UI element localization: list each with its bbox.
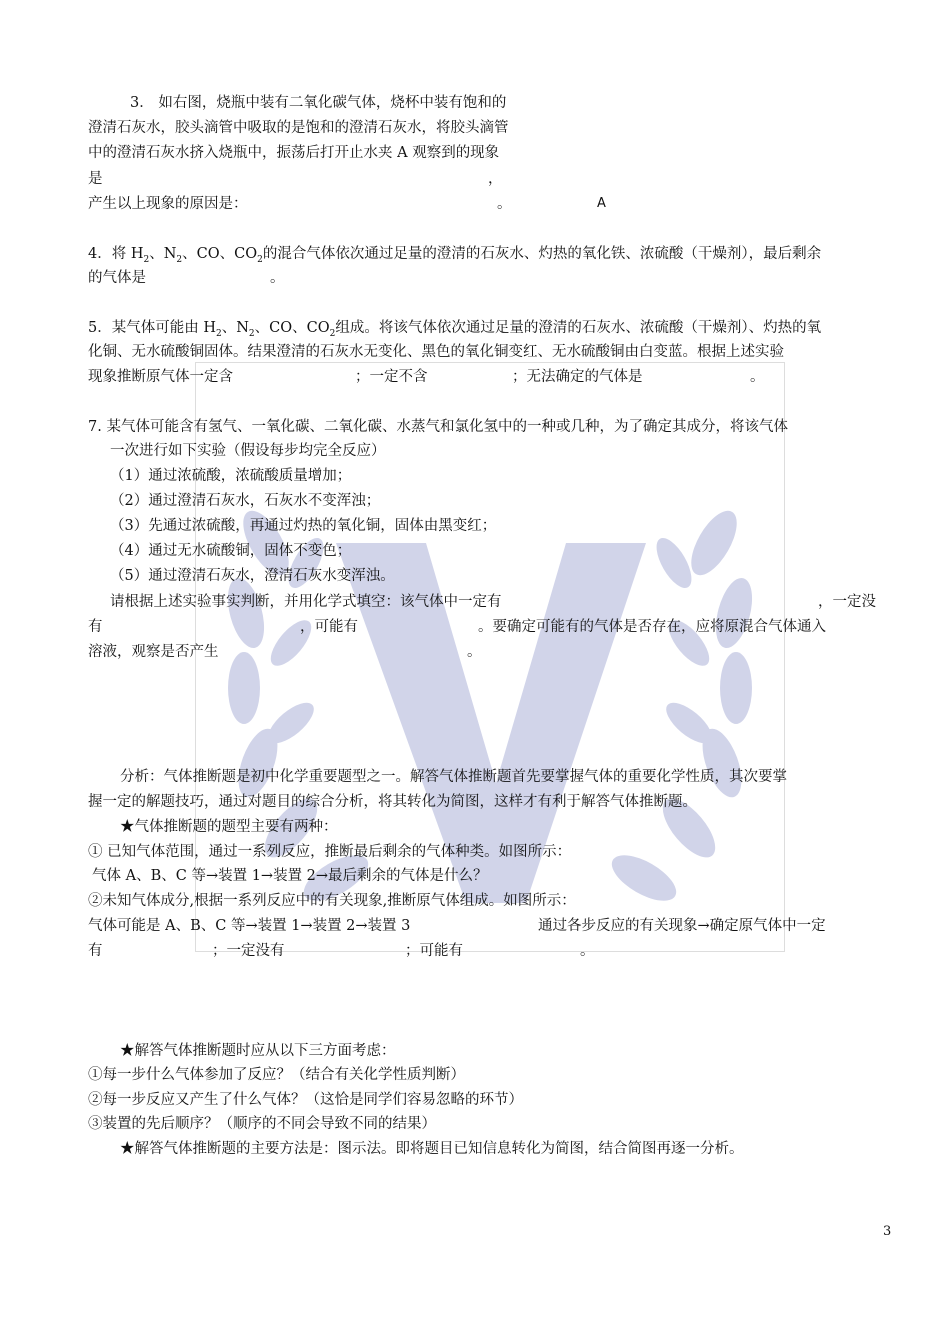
q3-line-5: 产生以上现象的原因是： [88, 196, 248, 212]
q5-line-3-d: 。 [750, 369, 765, 385]
analysis-line-4: ① 已知气体范围，通过一系列反应，推断最后剩余的气体种类。如图所示： [88, 844, 572, 860]
analysis-line-1: 分析：气体推断题是初中化学重要题型之一。解答气体推断题首先要掌握气体的重要化学性质，其次要掌 [120, 769, 787, 785]
q5-text: 5．某气体可能由 H [88, 320, 216, 336]
subscript: 2 [176, 255, 183, 265]
subscript: 2 [143, 255, 150, 265]
consider-line-3: ②每一步反应又产生了什么气体？（这恰是同学们容易忽略的环节） [88, 1092, 523, 1108]
q4-text: 、N [149, 246, 177, 262]
q7-fill-2-b: ，可能有 [300, 619, 358, 635]
analysis-line-8-d: 。 [580, 943, 595, 959]
q4-text: 4．将 H [88, 246, 144, 262]
q7-step: （2）通过澄清石灰水，石灰水不变浑浊； [110, 493, 381, 509]
analysis-line-6: ②未知气体成分,根据一系列反应中的有关现象,推断原气体组成。如图所示： [88, 893, 576, 909]
analysis-line-3: ★气体推断题的题型主要有两种： [120, 819, 338, 835]
consider-line-1: ★解答气体推断题时应从以下三方面考虑： [120, 1043, 396, 1059]
q5-line-3-b: ；一定不含 [355, 369, 428, 385]
q7-step: （3）先通过浓硫酸，再通过灼热的氧化铜，固体由黑变红； [110, 518, 497, 534]
q7-fill-1: 请根据上述实验事实判断，并用化学式填空：该气体中一定有 [110, 594, 502, 610]
q3-line-4-start: 是 [88, 171, 103, 187]
analysis-line-8-c: ；可能有 [405, 943, 463, 959]
q5-line-2: 化铜、无水硫酸铜固体。结果澄清的石灰水无变化、黑色的氧化铜变红、无水硫酸铜由白变蓝。根据上述实验 [88, 344, 784, 360]
consider-line-5: ★解答气体推断题的主要方法是：图示法。即将题目已知信息转化为简图，结合简图再逐一分析。 [120, 1141, 744, 1157]
q7-step: （4）通过无水硫酸铜，固体不变色； [110, 543, 352, 559]
q7-line-2: 一次进行如下实验（假设每步均完全反应） [110, 443, 386, 459]
q7-fill-1-b: ，一定没 [818, 594, 876, 610]
q3-line-2: 澄清石灰水，胶头滴管中吸取的是饱和的澄清石灰水，将胶头滴管 [88, 120, 509, 136]
analysis-line-7: 气体可能是 A、B、C 等→装置 1→装置 2→装置 3 [88, 918, 411, 934]
q7-fill-3: 溶液，观察是否产生 [88, 644, 219, 660]
analysis-line-2: 握一定的解题技巧，通过对题目的综合分析，将其转化为简图，这样才有利于解答气体推断题。 [88, 794, 697, 810]
subscript: 2 [248, 329, 255, 339]
q7-fill-3-b: 。 [467, 644, 482, 660]
q4-line-1 [88, 244, 821, 270]
subscript: 2 [257, 255, 263, 265]
q3-line-4-comma: ， [488, 171, 503, 187]
analysis-line-7-b: 通过各步反应的有关现象→确定原气体中一定 [538, 918, 826, 934]
q3-line-3: 中的澄清石灰水挤入烧瓶中，振荡后打开止水夹 A 观察到的现象 [88, 145, 500, 161]
q5-text: 、N [221, 320, 249, 336]
q7-step: （5）通过澄清石灰水，澄清石灰水变浑浊。 [110, 568, 395, 584]
analysis-line-8-b: ；一定没有 [212, 943, 285, 959]
q5-line-3: 现象推断原气体一定含 [88, 369, 233, 385]
page-number: 3 [883, 1224, 892, 1239]
subscript: 2 [329, 329, 336, 339]
consider-line-2: ①每一步什么气体参加了反应？（结合有关化学性质判断） [88, 1067, 465, 1083]
q4-line-2-period: 。 [270, 270, 285, 286]
q3-line-1: 3． 如右图，烧瓶中装有二氧化碳气体，烧杯中装有饱和的 [130, 95, 507, 111]
q4-text: 、CO、CO [182, 246, 258, 262]
consider-line-4: ③装置的先后顺序？（顺序的不同会导致不同的结果） [88, 1116, 436, 1132]
subscript: 2 [215, 329, 222, 339]
q5-line-1 [88, 318, 821, 344]
q7-fill-2: 有 [88, 619, 103, 635]
q3-figure-label-a: A [597, 196, 606, 211]
q3-line-5-period: 。 [497, 196, 512, 212]
q4-text: 的混合气体依次通过足量的澄清的石灰水、灼热的氧化铁、浓硫酸（干燥剂），最后剩余 [262, 246, 822, 262]
q7-fill-2-c: 。要确定可能有的气体是否存在，应将原混合气体通入 [478, 619, 826, 635]
q7-step: （1）通过浓硫酸，浓硫酸质量增加； [110, 468, 352, 484]
q4-line-2: 的气体是 [88, 270, 146, 286]
q5-text: 、CO、CO [254, 320, 330, 336]
q5-text: 组成。将该气体依次通过足量的澄清的石灰水、浓硫酸（干燥剂）、灼热的氧 [335, 320, 822, 336]
q5-line-3-c: ；无法确定的气体是 [512, 369, 643, 385]
q7-line-1: 7. 某气体可能含有氢气、一氧化碳、二氧化碳、水蒸气和氯化氢中的一种或几种，为了确定其成分，将该气体 [88, 419, 788, 435]
analysis-line-8: 有 [88, 943, 103, 959]
analysis-line-5: 气体 A、B、C 等→装置 1→装置 2→最后剩余的气体是什么？ [92, 868, 488, 884]
